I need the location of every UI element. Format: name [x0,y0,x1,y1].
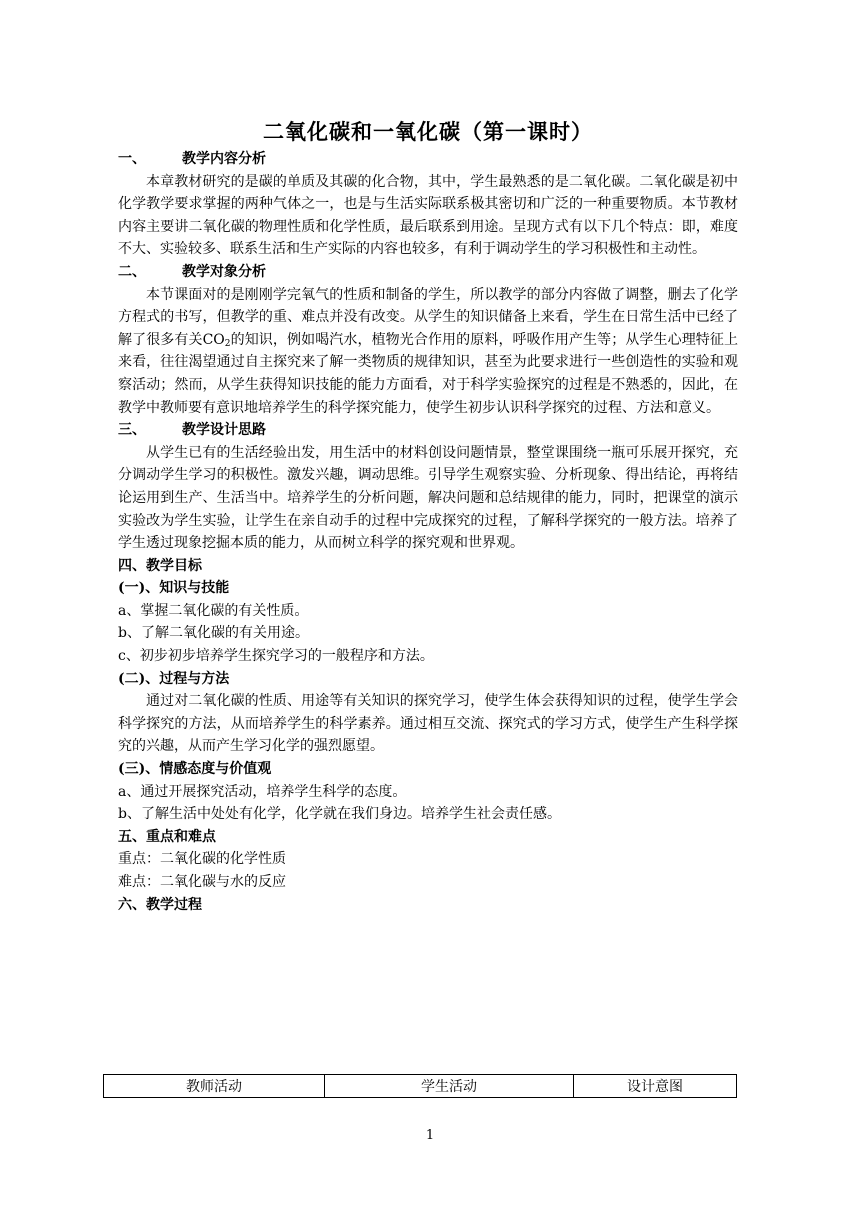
section-title: 教学设计思路 [182,422,266,439]
section-number: 二、 [118,263,146,280]
subsection-heading: (三)、情感态度与价值观 [118,761,272,778]
section-number: 一、 [118,151,146,167]
list-item: b、了解生活中处处有化学，化学就在我们身边。培养学生社会责任感。 [118,806,561,823]
section-paragraph: 本章教材研究的是碳的单质及其碳的化合物，其中，学生最熟悉的是二氧化碳。二氧化碳是初中化学教学要求掌握的两种气体之一，也是与生活实际联系极其密切和广泛的一种重要物质。本节教材内容主要讲二氧化碳的物理性质和化学性质，最后联系到用途。呈现方式有以下几个特点：即，难度不大、实验较多、联系生活和生产实际的内容也较多，有利于调动学生的学习积极性和主动性。 [118,173,738,258]
paragraph-text: 本节课面对的是刚刚学完氧气的性质和制备的学生，所以教学的部分内容做了调整，删去了化学方程式的书写，但教学的重、难点并没有改变。从学生的知识储备上来看，学生在日常生活中已经了解了很多有关CO [118,286,738,348]
table-header-cell: 设计意图 [574,1075,737,1098]
section-paragraph: 从学生已有的生活经验出发，用生活中的材料创设问题情景，整堂课围绕一瓶可乐展开探究，充分调动学生学习的积极性。激发兴趣，调动思维。引导学生观察实验、分析现象、得出结论，再将结论运用到生产、生活当中。培养学生的分析问题，解决问题和总结规律的能力，同时，把课堂的演示实验改为学生实验，让学生在亲自动手的过程中完成探究的过程，了解科学探究的一般方法。培养了学生透过现象挖掘本质的能力，从而树立科学的探究观和世界观。 [118,444,738,552]
section-heading-5: 五、重点和难点 [118,828,216,845]
subsection-heading: (一)、知识与技能 [118,580,230,597]
key-point: 重点：二氧化碳的化学性质 [118,851,286,868]
difficult-point: 难点：二氧化碳与水的反应 [118,874,286,890]
list-item: a、通过开展探究活动，培养学生科学的态度。 [118,783,407,800]
section-title: 教学对象分析 [182,263,266,280]
subsection-heading: (二)、过程与方法 [118,670,230,687]
list-item: a、掌握二氧化碳的有关性质。 [118,602,309,619]
section-heading-6: 六、教学过程 [118,896,202,913]
section-paragraph [118,284,738,420]
subscript: 2 [224,338,231,349]
teaching-process-table [103,1074,737,1098]
section-heading-2 [118,261,738,284]
table-header-row [104,1075,737,1098]
section-number: 三、 [118,422,146,439]
page-number: 1 [425,1128,435,1143]
section-paragraph: 通过对二氧化碳的性质、用途等有关知识的探究学习，使学生体会获得知识的过程，使学生学会科学探究的方法，从而培养学生的科学素养。通过相互交流、探究式的学习方式，使学生产生科学探究的兴趣，从而产生学习化学的强烈愿望。 [118,693,738,755]
section-heading-1 [118,148,738,171]
list-item: b、了解二氧化碳的有关用途。 [118,625,309,642]
section-heading-4: 四、教学目标 [118,557,202,574]
section-title: 教学内容分析 [182,151,266,167]
table-header-cell: 学生活动 [325,1075,574,1098]
section-heading-3 [118,419,738,442]
page-title: 二氧化碳和一氧化碳（第一课时） [263,119,593,144]
list-item: c、初步初步培养学生探究学习的一般程序和方法。 [118,648,434,665]
paragraph-text: 的知识，例如喝汽水，植物光合作用的原料，呼吸作用产生等；从学生心理特征上来看，往往渴望通过自主探究来了解一类物质的规律知识，甚至为此要求进行一些创造性的实验和观察活动；然而，从学生获得知识技能的能力方面看，对于科学实验探究的过程是不熟悉的，因此，在教学中教师要有意识地培养学生的科学探究能力，使学生初步认识科学探究的过程、方法和意义。 [118,331,738,416]
document-body [118,148,738,916]
table-header-cell: 教师活动 [104,1075,325,1098]
